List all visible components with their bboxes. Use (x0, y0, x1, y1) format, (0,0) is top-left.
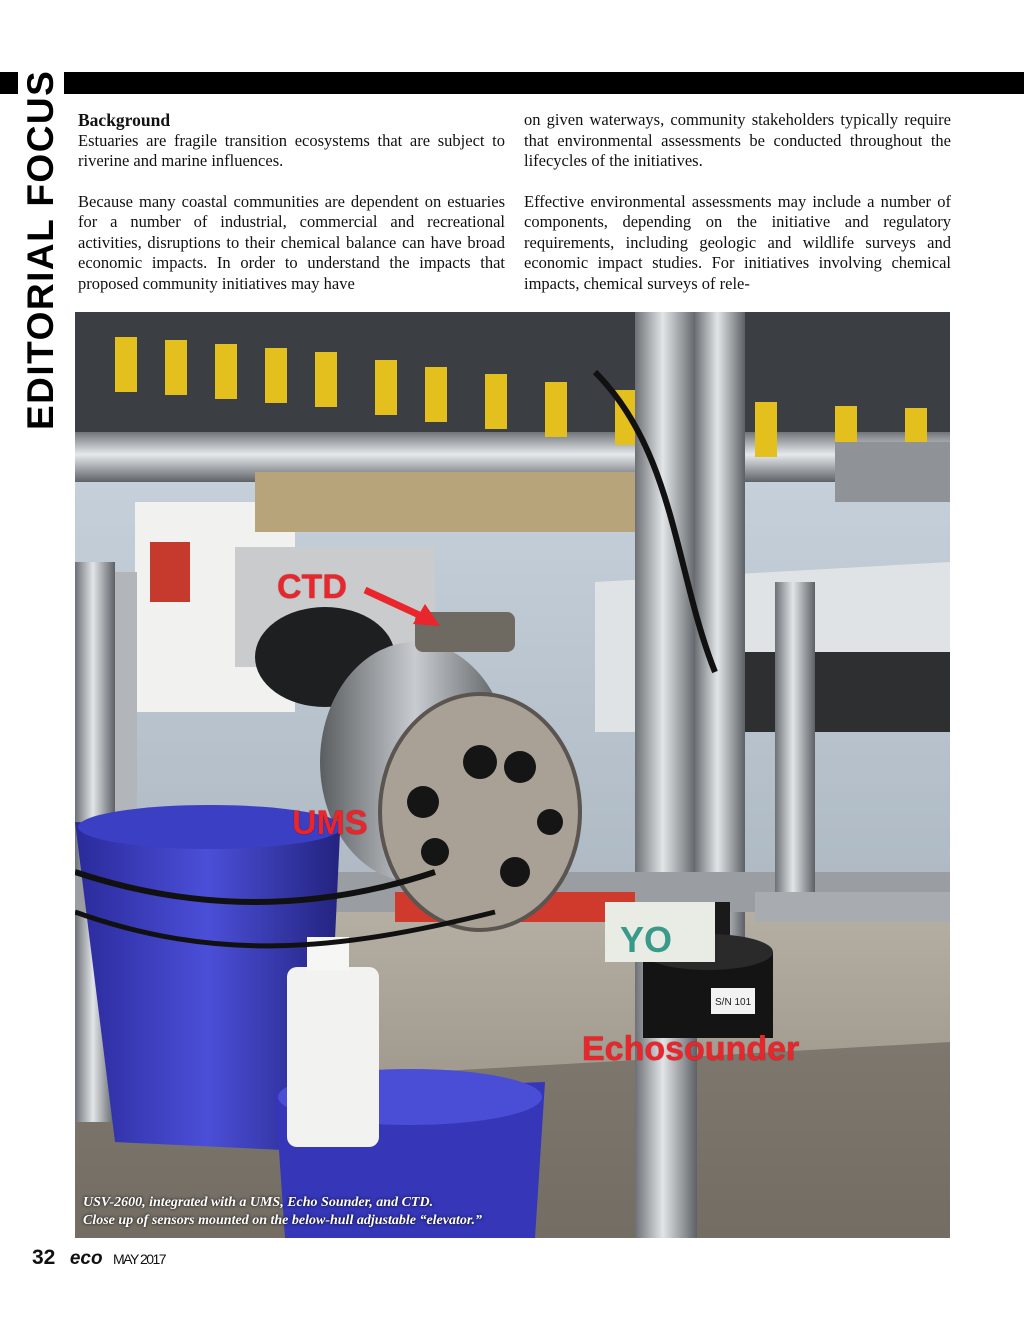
paragraph-1 (78, 110, 505, 172)
photo-illustration (75, 312, 950, 1238)
caption-line-1: USV-2600, integrated with a UMS, Echo Sounder, and CTD. (83, 1195, 434, 1210)
issue-date: MAY 2017 (113, 1251, 166, 1267)
page-number: 32 (32, 1246, 56, 1269)
paragraph-2: Because many coastal communities are dependent on estuaries for a number of industrial, commercial and recreational activities, disruptions to their chemical balance can have broad economic impacts. In order to understand the impacts that proposed community initiatives may have (78, 191, 505, 293)
section-label: EDITORIAL FOCUS (10, 40, 72, 430)
page-footer (32, 1246, 165, 1270)
ctd-label: CTD (277, 568, 347, 606)
caption-line-2: Close up of sensors mounted on the below-hull adjustable “elevator.” (83, 1213, 483, 1228)
paragraph-4: Effective environmental assessments may include a number of components, depending on the initiative and regulatory requirements, including geologic and wildlife surveys and economic impact studies. For initiatives involving chemical impacts, chemical surveys of rele- (524, 191, 951, 293)
figure-caption (83, 1194, 482, 1230)
ums-label: UMS (292, 804, 368, 842)
echosounder-label: Echosounder (582, 1030, 800, 1068)
figure-photo (75, 312, 950, 1238)
plate-text: YO (620, 919, 673, 960)
magazine-name: eco (69, 1248, 103, 1269)
top-rule (0, 72, 1024, 94)
section-heading: Background (78, 110, 171, 130)
device-tag: S/N 101 (715, 997, 752, 1008)
paragraph-3: on given waterways, community stakeholders typically require that environmental assessments be conducted throughout the lifecycles of the initiatives. (524, 110, 951, 170)
paragraph-1-text: Estuaries are fragile transition ecosystems that are subject to riverine and marine influences. (78, 130, 505, 170)
article-column-right (524, 110, 951, 314)
article-column-left (78, 110, 505, 314)
